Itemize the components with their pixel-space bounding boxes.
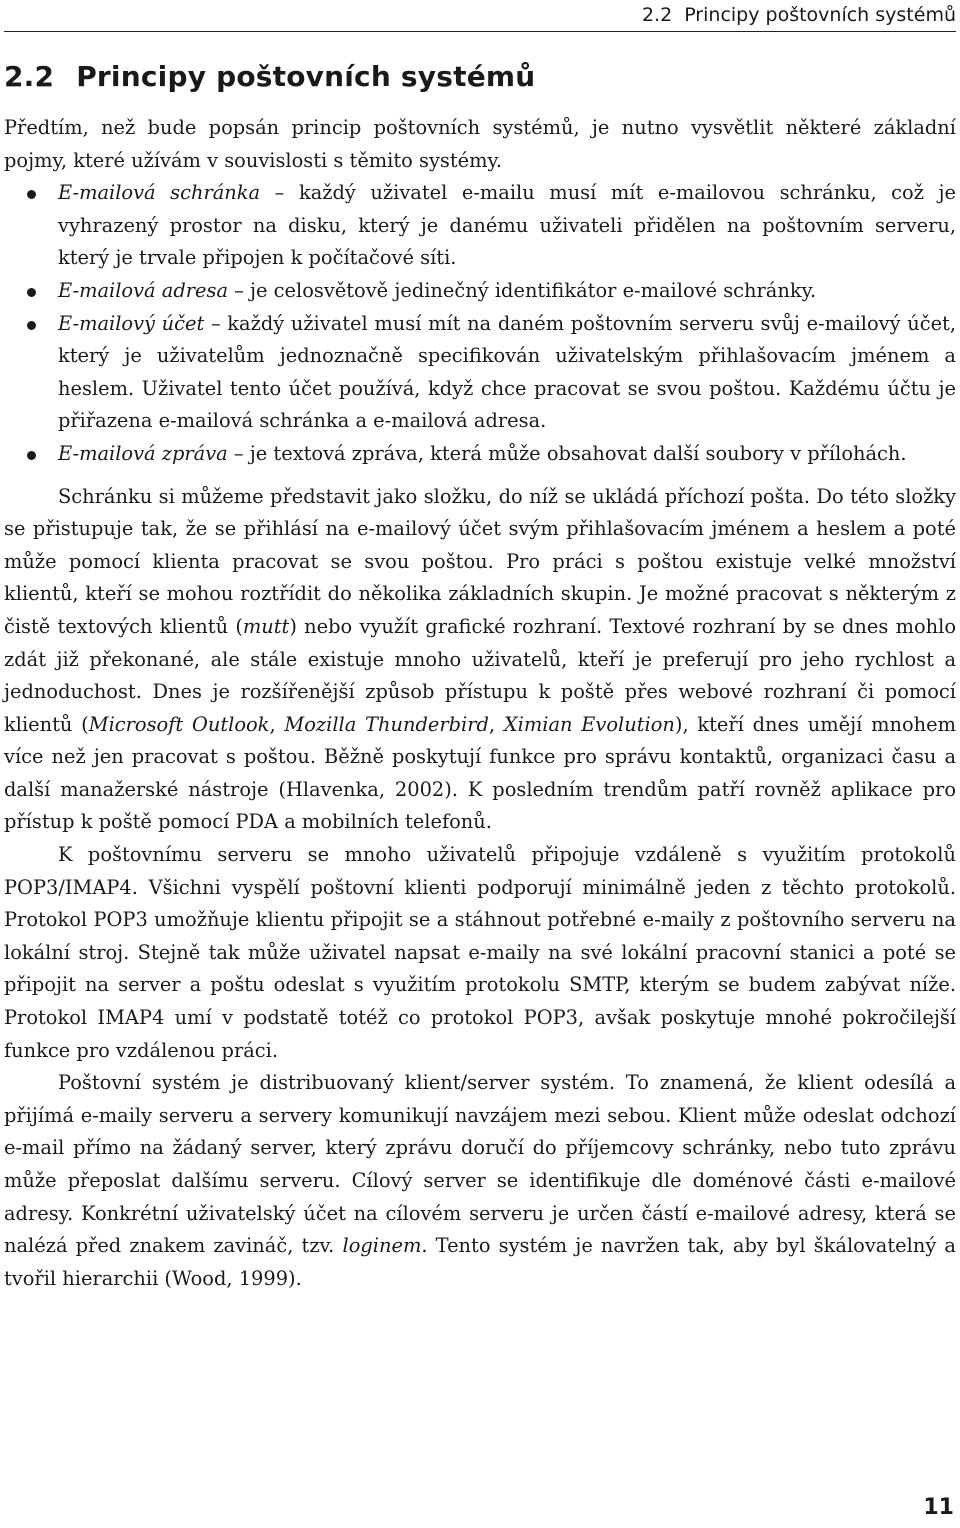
paragraph-client-server — [4, 1067, 956, 1295]
page-number: 11 — [923, 1495, 954, 1520]
term-loginem: loginem — [342, 1234, 422, 1258]
definition-text: – je textová zpráva, která může obsahovat další soubory v přílohách. — [227, 441, 907, 465]
intro-paragraph: Předtím, než bude popsán princip poštovních systémů, je nutno vysvětlit některé základní pojmy, které užívám v souvislosti s těmito systémy. — [4, 116, 956, 172]
paragraph-protocols: K poštovnímu serveru se mnoho uživatelů připojuje vzdáleně s využitím protokolů POP3/IMAP4. Všichni vyspělí poštovní klienti podporují minimálně jeden z těchto protokolů. Protokol POP3 umožňuje klientu připojit se a stáhnout potřebné e-maily z poštovního serveru na lokální stroj. Stejně tak může uživatel napsat e-maily na své lokální pracovní stanici a poté se připojit na server a poštu odeslat s využitím protokolu SMTP, kterým se budem zabývat níže. Protokol IMAP4 umí v podstatě totéž co protokol POP3, avšak poskytuje mnohé pokročilejší funkce pro vzdálenou práci. — [4, 843, 956, 1062]
paragraph-text: ) nebo využít grafické rozhraní. Textové rozhraní by se dnes mohlo zdát již překonané, ale stále existuje mnoho uživatelů, kteří je preferují pro jeho rychlost a jednoduchost. Dnes je rozšířenější způsob přístupu k poště přes webové rozhraní či pomocí klientů ( — [4, 614, 956, 736]
definition-text: – je celosvětově jedinečný identifikátor e-mailové schránky. — [228, 278, 817, 302]
bullet-icon — [27, 321, 36, 330]
paragraph-text: Schránku si můžeme představit jako složku, do níž se ukládá příchozí pošta. Do této složky se přistupuje tak, že se přihlásí na e-mailový účet svým přihlašovacím jménem a heslem a poté může pomocí klienta pracovat se svou poštou. Pro práci s poštou existuje velké množství klientů, kteří se mohou roztřídit do několika základních skupin. Je možné pracovat s některým z čistě textových klientů ( — [4, 484, 956, 638]
paragraph-text: Poštovní systém je distribuovaný klient/server systém. To znamená, že klient odesílá a přijímá e-maily serveru a servery komunikují navzájem mezi sebou. Klient může odeslat odchozí e-mail přímo na žádaný server, který zprávu doručí do příjemcovy schránky, nebo tuto zprávu může přeposlat dalšímu serveru. Cílový server se identifikuje dle doménové části e-mailové adresy. Konkrétní uživatelský účet na cílovém serveru je určen částí e-mailové adresy, která se nalézá před znakem zavináč, tzv. — [4, 1071, 956, 1258]
paragraph-mail-clients — [4, 481, 956, 840]
definition-item — [4, 308, 956, 438]
separator: , — [269, 712, 285, 736]
running-header-section-name: Principy poštovních systémů — [684, 4, 956, 26]
bullet-icon — [27, 288, 36, 297]
running-header — [4, 2, 956, 32]
client-name-outlook: Microsoft Outlook — [88, 712, 270, 736]
client-name-mutt: mutt — [242, 614, 290, 638]
client-name-thunderbird: Mozilla Thunderbird — [284, 712, 489, 736]
section-number: 2.2 — [4, 60, 55, 93]
body-text — [4, 112, 956, 1295]
definitions-list — [4, 177, 956, 470]
section-title: Principy poštovních systémů — [76, 60, 536, 93]
bullet-icon — [27, 451, 36, 460]
definition-term: E-mailová zpráva — [58, 441, 228, 465]
definition-item — [4, 177, 956, 275]
bullet-icon — [27, 190, 36, 199]
running-header-section-number: 2.2 — [641, 4, 673, 26]
definition-text: – každý uživatel e-mailu musí mít e-mailovou schránku, což je vyhrazený prostor na disku, který je danému uživateli přidělen na poštovním serveru, který je trvale připojen k počítačové síti. — [58, 181, 956, 270]
definition-item — [4, 275, 956, 308]
paragraph-text: ), kteří dnes umějí mnohem více než jen pracovat s poštou. Běžně poskytují funkce pro správu kontaktů, organizaci času a další manažerské nástroje (Hlavenka, 2002). K posledním trendům patří rovněž aplikace pro přístup k poště pomocí PDA a mobilních telefonů. — [4, 712, 956, 834]
definition-term: E-mailová adresa — [58, 278, 228, 302]
section-heading — [4, 60, 535, 94]
definition-term: E-mailová schránka — [58, 181, 261, 205]
separator: , — [488, 712, 504, 736]
definition-item — [4, 438, 956, 471]
definition-text: – každý uživatel musí mít na daném poštovním serveru svůj e-mailový účet, který je uživatelům jednoznačně specifikován uživatelským přihlašovacím jménem a heslem. Uživatel tento účet používá, když chce pracovat se svou poštou. Každému účtu je přiřazena e-mailová schránka a e-mailová adresa. — [58, 311, 957, 433]
client-name-evolution: Ximian Evolution — [503, 712, 675, 736]
paragraph-text: . Tento systém je navržen tak, aby byl škálovatelný a tvořil hierarchii (Wood, 1999). — [4, 1234, 956, 1290]
definition-term: E-mailový účet — [58, 311, 205, 335]
